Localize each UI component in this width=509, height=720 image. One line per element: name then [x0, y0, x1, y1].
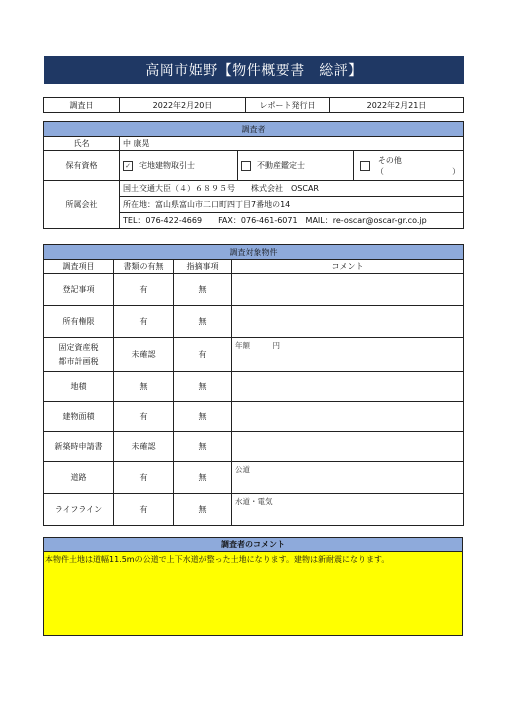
row-issue: 無 [174, 306, 232, 338]
row-document: 有 [114, 402, 174, 432]
row-issue: 無 [174, 432, 232, 462]
row-document: 有 [114, 306, 174, 338]
header-document: 書類の有無 [114, 260, 174, 274]
row-item: 道路 [44, 462, 114, 494]
table-row [44, 402, 464, 432]
name-label: 氏名 [44, 137, 120, 151]
report-dates-table [43, 97, 464, 113]
row-comment [232, 306, 464, 338]
property-section-title: 調査対象物件 [44, 245, 464, 260]
checkbox-appraiser[interactable] [241, 161, 251, 171]
checkbox-other[interactable] [360, 161, 370, 171]
row-item: 地積 [44, 372, 114, 402]
other-paren-close: ） [452, 166, 461, 176]
property-table [43, 244, 464, 526]
table-row [44, 338, 464, 372]
row-issue: 無 [174, 494, 232, 526]
qualification-appraiser-label: 不動産鑑定士 [257, 161, 305, 170]
qualification-other [354, 151, 464, 181]
row-document: 未確認 [114, 338, 174, 372]
row-item: ライフライン [44, 494, 114, 526]
table-row [44, 306, 464, 338]
row-document: 有 [114, 274, 174, 306]
row-document: 無 [114, 372, 174, 402]
investigator-section-title: 調査者 [44, 122, 464, 137]
company-label: 所属会社 [44, 181, 120, 229]
row-comment [232, 274, 464, 306]
checkbox-takken[interactable]: ✓ [123, 161, 133, 171]
row-document: 未確認 [114, 432, 174, 462]
survey-date: 2022年2月20日 [120, 98, 246, 113]
row-issue: 有 [174, 338, 232, 372]
table-row [44, 432, 464, 462]
summary-title: 調査者のコメント [43, 537, 463, 552]
issue-date-label: レポート発行日 [246, 98, 330, 113]
summary-comment: 本物件土地は道幅11.5mの公道で上下水道が整った土地になります。建物は新耐震になります。 [43, 552, 463, 636]
document-title: 高岡市姫野【物件概要書 総評】 [44, 56, 464, 84]
row-comment [232, 372, 464, 402]
issue-date: 2022年2月21日 [330, 98, 464, 113]
qualification-takken [120, 151, 238, 181]
company-contact: TEL：076-422-4669 FAX：076-461-6071 MAIL：re-oscar@oscar-gr.co.jp [120, 213, 464, 229]
row-comment: 水道・電気 [232, 494, 464, 526]
header-issue: 指摘事項 [174, 260, 232, 274]
company-license: 国土交通大臣（４）６８９５号 株式会社 OSCAR [120, 181, 464, 197]
row-item: 登記事項 [44, 274, 114, 306]
qualification-appraiser [238, 151, 354, 181]
row-item: 新築時申請書 [44, 432, 114, 462]
row-document: 有 [114, 462, 174, 494]
table-row [44, 462, 464, 494]
qualification-other-label: その他 [377, 155, 402, 165]
table-row [44, 274, 464, 306]
table-row [44, 494, 464, 526]
investigator-name: 中 康晃 [120, 137, 464, 151]
other-paren-open: （ [375, 166, 384, 176]
header-item: 調査項目 [44, 260, 114, 274]
table-row [44, 372, 464, 402]
investigator-table [43, 121, 464, 229]
row-issue: 無 [174, 372, 232, 402]
row-document: 有 [114, 494, 174, 526]
row-comment [232, 432, 464, 462]
survey-date-label: 調査日 [44, 98, 120, 113]
company-address: 所在地：富山県富山市二口町四丁目7番地の14 [120, 197, 464, 213]
row-item: 建物面積 [44, 402, 114, 432]
row-issue: 無 [174, 462, 232, 494]
row-item: 所有権限 [44, 306, 114, 338]
row-comment: 年額 円 [232, 338, 464, 372]
row-comment [232, 402, 464, 432]
row-comment: 公道 [232, 462, 464, 494]
row-issue: 無 [174, 402, 232, 432]
qualification-takken-label: 宅地建物取引士 [139, 161, 195, 170]
row-item: 固定資産税 都市計画税 [44, 338, 114, 372]
row-issue: 無 [174, 274, 232, 306]
header-comment: コメント [232, 260, 464, 274]
qualification-label: 保有資格 [44, 151, 120, 181]
